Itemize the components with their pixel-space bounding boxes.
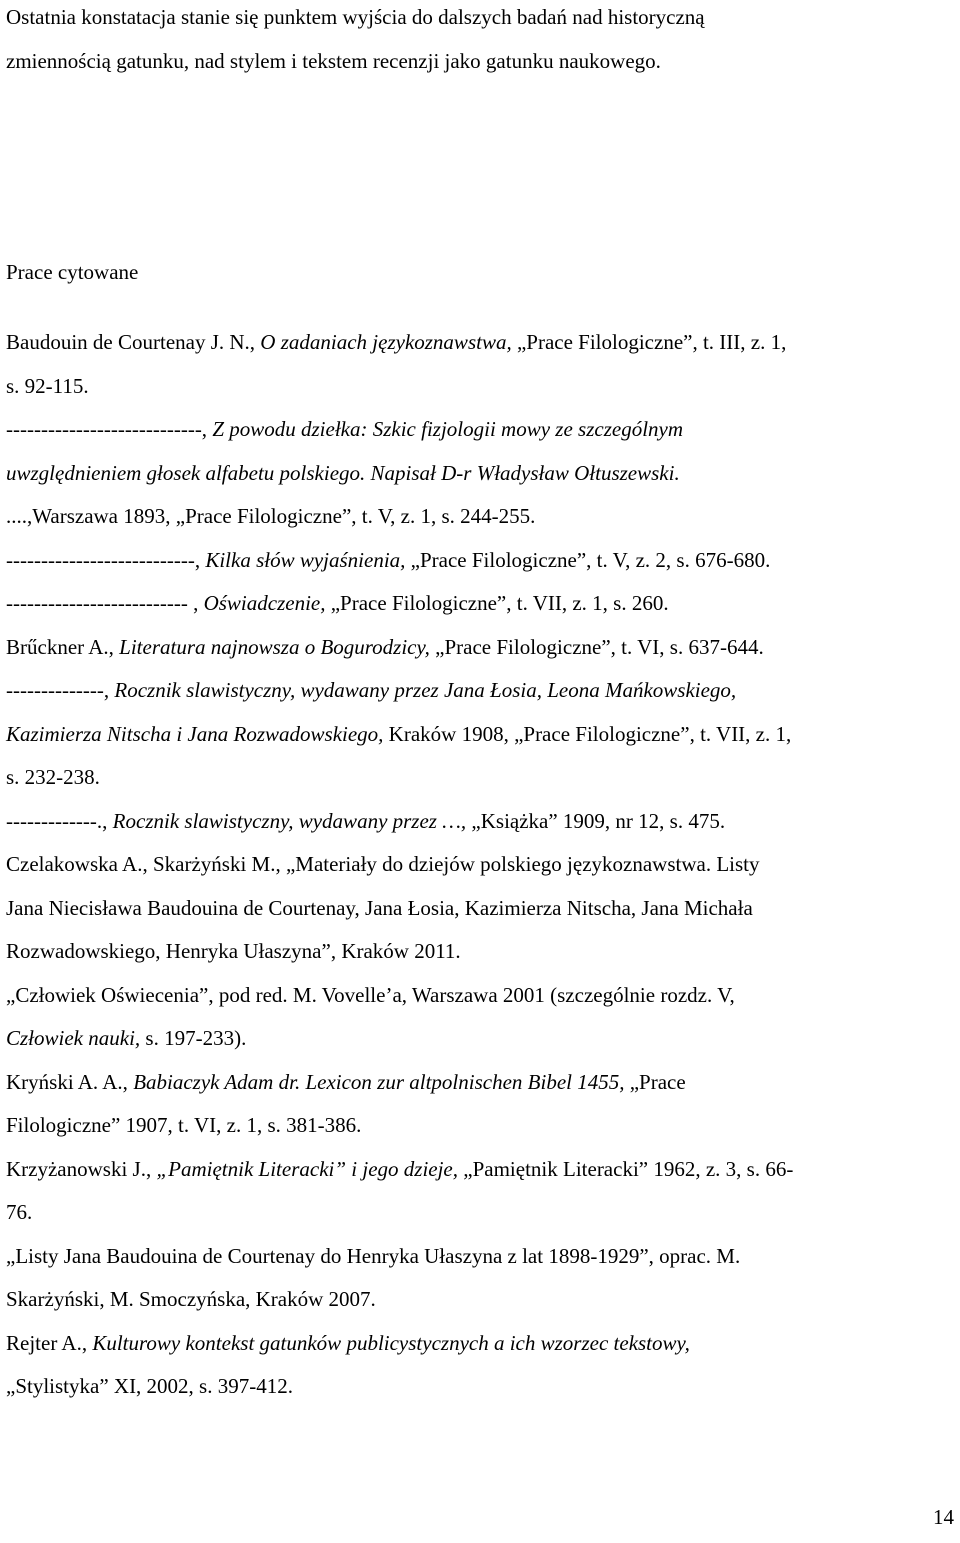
reference-line: [6, 756, 954, 800]
reference-line: [6, 1104, 954, 1148]
reference-text: „Prace: [624, 1069, 686, 1094]
reference-line: [6, 495, 954, 539]
reference-text: „Książka” 1909, nr 12, s. 475.: [466, 808, 726, 833]
reference-text: ....,Warszawa 1893, „Prace Filologiczne”, t. V, z. 1, s. 244-255.: [6, 504, 536, 528]
reference-title: Babiaczyk Adam dr. Lexicon zur altpolnischen Bibel 1455,: [133, 1069, 625, 1094]
references-list: [6, 321, 954, 1409]
reference-line: [6, 843, 954, 887]
reference-title: uwzględnieniem głosek alfabetu polskiego. Napisał D-r Władysław Ołtuszewski.: [6, 460, 680, 485]
reference-title: Rocznik slawistyczny, wydawany przez Jana Łosia, Leona Mańkowskiego,: [114, 678, 737, 702]
reference-text: 76.: [6, 1200, 33, 1224]
reference-title: Z powodu dziełka: Szkic fizjologii mowy ze szczególnym: [212, 417, 684, 441]
reference-text: s. 92-115.: [6, 373, 89, 398]
reference-line: [6, 408, 954, 452]
reference-title: Kulturowy kontekst gatunków publicystycznych a ich wzorzec tekstowy,: [92, 1330, 690, 1355]
reference-line: [6, 930, 954, 974]
reference-text: „Listy Jana Baudouina de Courtenay do Henryka Ułaszyna z lat 1898-1929”, oprac. M.: [6, 1243, 741, 1268]
reference-text: ----------------------------,: [6, 417, 213, 441]
reference-text: Jana Niecisława Baudouina de Courtenay, Jana Łosia, Kazimierza Nitscha, Jana Michała: [6, 895, 753, 920]
reference-line: [6, 1191, 954, 1235]
reference-entry: [6, 669, 954, 800]
reference-entry: [6, 408, 954, 539]
reference-text: Rejter A.,: [6, 1330, 93, 1355]
reference-line: [6, 539, 954, 583]
reference-entry: [6, 539, 954, 583]
reference-line: [6, 626, 954, 670]
reference-line: [6, 321, 954, 365]
reference-text: ---------------------------,: [6, 547, 206, 572]
reference-line: [6, 582, 954, 626]
reference-line: [6, 452, 954, 496]
reference-text: „Prace Filologiczne”, t. III, z. 1,: [511, 330, 787, 354]
reference-text: s. 232-238.: [6, 765, 100, 789]
reference-entry: [6, 1235, 954, 1322]
reference-text: s. 197-233).: [140, 1026, 247, 1050]
reference-entry: [6, 321, 954, 408]
reference-text: Skarżyński, M. Smoczyńska, Kraków 2007.: [6, 1287, 376, 1311]
intro-paragraph: [6, 0, 954, 83]
reference-text: Rozwadowskiego, Henryka Ułaszyna”, Kraków 2011.: [6, 939, 461, 963]
reference-text: Kraków 1908, „Prace Filologiczne”, t. VII, z. 1,: [383, 721, 792, 746]
reference-text: --------------,: [6, 678, 115, 702]
reference-title: O zadaniach językoznawstwa,: [260, 330, 512, 354]
reference-title: Kazimierza Nitscha i Jana Rozwadowskiego,: [6, 721, 384, 746]
reference-entry: [6, 1148, 954, 1235]
reference-line: [6, 1017, 954, 1061]
reference-line: [6, 1148, 954, 1192]
reference-entry: [6, 974, 954, 1061]
reference-line: [6, 365, 954, 409]
reference-text: „Prace Filologiczne”, t. V, z. 2, s. 676-680.: [405, 547, 771, 572]
reference-text: Filologiczne” 1907, t. VI, z. 1, s. 381-386.: [6, 1113, 362, 1137]
reference-text: Kryński A. A.,: [6, 1069, 134, 1094]
reference-entry: [6, 582, 954, 626]
reference-text: „Człowiek Oświecenia”, pod red. M. Vovelle’a, Warszawa 2001 (szczególnie rozdz. V,: [6, 982, 735, 1007]
reference-line: [6, 887, 954, 931]
reference-entry: [6, 1322, 954, 1409]
reference-line: [6, 1322, 954, 1366]
reference-line: [6, 1061, 954, 1105]
reference-entry: [6, 843, 954, 974]
reference-title: Rocznik slawistyczny, wydawany przez …,: [112, 808, 467, 833]
reference-line: [6, 713, 954, 757]
reference-text: Krzyżanowski J.,: [6, 1156, 157, 1181]
reference-text: -------------.,: [6, 808, 113, 833]
reference-text: „Stylistyka” XI, 2002, s. 397-412.: [6, 1374, 293, 1398]
intro-line: Ostatnia konstatacja stanie się punktem wyjścia do dalszych badań nad historyczną: [6, 5, 705, 29]
reference-text: „Pamiętnik Literacki” 1962, z. 3, s. 66-: [458, 1156, 794, 1181]
reference-title: Literatura najnowsza o Bogurodzicy,: [119, 634, 430, 659]
intro-line: zmiennością gatunku, nad stylem i tekstem recenzji jako gatunku naukowego.: [6, 48, 661, 73]
reference-line: [6, 800, 954, 844]
page-number: 14: [933, 1505, 954, 1529]
references-heading: Prace cytowane: [6, 260, 139, 284]
reference-entry: [6, 1061, 954, 1148]
reference-text: Czelakowska A., Skarżyński M., „Materiały do dziejów polskiego językoznawstwa. Listy: [6, 852, 760, 876]
reference-text: Brűckner A.,: [6, 634, 120, 659]
reference-text: -------------------------- ,: [6, 591, 204, 615]
reference-text: Baudouin de Courtenay J. N.,: [6, 330, 261, 354]
reference-text: „Prace Filologiczne”, t. VII, z. 1, s. 260.: [325, 591, 669, 615]
reference-line: [6, 669, 954, 713]
reference-entry: [6, 626, 954, 670]
reference-title: Człowiek nauki,: [6, 1026, 141, 1050]
reference-text: „Prace Filologiczne”, t. VI, s. 637-644.: [429, 634, 764, 659]
reference-title: „Pamiętnik Literacki” i jego dzieje,: [156, 1156, 459, 1181]
reference-line: [6, 1365, 954, 1409]
reference-line: [6, 974, 954, 1018]
reference-line: [6, 1235, 954, 1279]
reference-title: Kilka słów wyjaśnienia,: [205, 547, 406, 572]
reference-line: [6, 1278, 954, 1322]
reference-title: Oświadczenie,: [203, 591, 326, 615]
reference-entry: [6, 800, 954, 844]
